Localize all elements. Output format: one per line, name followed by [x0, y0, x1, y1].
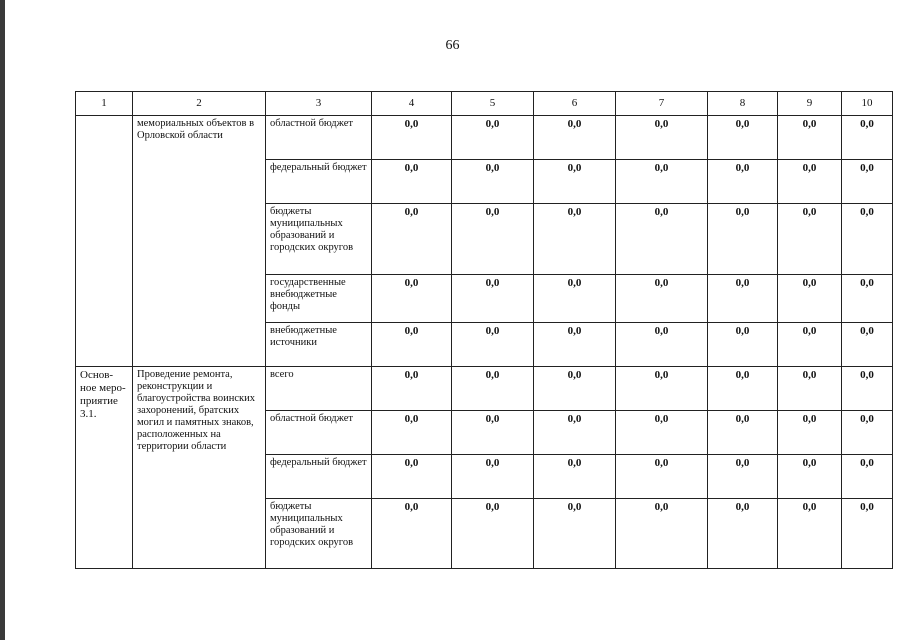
value-cell: 0,0: [534, 116, 616, 160]
value-cell: 0,0: [708, 455, 778, 499]
value-cell: 0,0: [842, 455, 893, 499]
value-cell: 0,0: [452, 204, 534, 275]
header-cell: 2: [133, 92, 266, 116]
value-cell: 0,0: [534, 367, 616, 411]
value-cell: 0,0: [616, 367, 708, 411]
value-cell: 0,0: [372, 116, 452, 160]
value-cell: 0,0: [616, 160, 708, 204]
header-cell: 9: [778, 92, 842, 116]
value-cell: 0,0: [778, 455, 842, 499]
value-cell: 0,0: [534, 323, 616, 367]
value-cell: 0,0: [372, 499, 452, 569]
value-cell: 0,0: [372, 323, 452, 367]
value-cell: 0,0: [778, 204, 842, 275]
header-cell: 8: [708, 92, 778, 116]
value-cell: 0,0: [616, 455, 708, 499]
value-cell: 0,0: [534, 275, 616, 323]
value-cell: 0,0: [708, 367, 778, 411]
value-cell: 0,0: [372, 455, 452, 499]
header-row: [76, 92, 893, 116]
activity-code-cell: [76, 116, 133, 367]
funding-source-cell: всего: [266, 367, 372, 411]
header-cell: 7: [616, 92, 708, 116]
header-cell: 5: [452, 92, 534, 116]
value-cell: 0,0: [452, 455, 534, 499]
value-cell: 0,0: [534, 455, 616, 499]
header-cell: 3: [266, 92, 372, 116]
activity-name-cell: мемориальных объектов в Орловской области: [133, 116, 266, 367]
value-cell: 0,0: [534, 160, 616, 204]
value-cell: 0,0: [842, 499, 893, 569]
value-cell: 0,0: [778, 323, 842, 367]
value-cell: 0,0: [452, 116, 534, 160]
value-cell: 0,0: [452, 323, 534, 367]
value-cell: 0,0: [708, 275, 778, 323]
value-cell: 0,0: [778, 116, 842, 160]
funding-source-cell: бюджеты муниципальных образований и городских округов: [266, 204, 372, 275]
value-cell: 0,0: [842, 204, 893, 275]
value-cell: 0,0: [372, 411, 452, 455]
funding-source-cell: федеральный бюджет: [266, 455, 372, 499]
value-cell: 0,0: [372, 367, 452, 411]
activity-name-cell: Проведение ремонта, реконструкции и благоустройства воинских захоронений, братских могил и памятных знаков, расположенных на территории области: [133, 367, 266, 569]
funding-source-cell: областной бюджет: [266, 116, 372, 160]
value-cell: 0,0: [708, 116, 778, 160]
value-cell: 0,0: [372, 204, 452, 275]
funding-source-cell: областной бюджет: [266, 411, 372, 455]
value-cell: 0,0: [778, 367, 842, 411]
value-cell: 0,0: [708, 411, 778, 455]
value-cell: 0,0: [372, 160, 452, 204]
page-edge-shadow: [0, 0, 5, 640]
activity-code-cell: Основ-ное меро-приятие 3.1.: [76, 367, 133, 569]
funding-source-cell: внебюджетные источники: [266, 323, 372, 367]
page-number: 66: [445, 38, 460, 53]
header-cell: 10: [842, 92, 893, 116]
value-cell: 0,0: [452, 275, 534, 323]
value-cell: 0,0: [708, 323, 778, 367]
budget-table: [75, 91, 893, 569]
table-row: [76, 367, 893, 411]
funding-source-cell: бюджеты муниципальных образований и городских округов: [266, 499, 372, 569]
value-cell: 0,0: [708, 204, 778, 275]
value-cell: 0,0: [778, 160, 842, 204]
value-cell: 0,0: [842, 323, 893, 367]
value-cell: 0,0: [842, 160, 893, 204]
value-cell: 0,0: [616, 411, 708, 455]
header-cell: 4: [372, 92, 452, 116]
value-cell: 0,0: [616, 204, 708, 275]
value-cell: 0,0: [708, 499, 778, 569]
value-cell: 0,0: [842, 275, 893, 323]
value-cell: 0,0: [452, 160, 534, 204]
value-cell: 0,0: [616, 323, 708, 367]
value-cell: 0,0: [778, 275, 842, 323]
value-cell: 0,0: [842, 116, 893, 160]
header-cell: 1: [76, 92, 133, 116]
funding-source-cell: государственные внебюджетные фонды: [266, 275, 372, 323]
value-cell: 0,0: [708, 160, 778, 204]
value-cell: 0,0: [616, 116, 708, 160]
value-cell: 0,0: [616, 499, 708, 569]
value-cell: 0,0: [372, 275, 452, 323]
value-cell: 0,0: [616, 275, 708, 323]
value-cell: 0,0: [778, 499, 842, 569]
value-cell: 0,0: [534, 411, 616, 455]
value-cell: 0,0: [534, 204, 616, 275]
value-cell: 0,0: [534, 499, 616, 569]
table-row: [76, 116, 893, 160]
header-cell: 6: [534, 92, 616, 116]
funding-source-cell: федеральный бюджет: [266, 160, 372, 204]
value-cell: 0,0: [452, 499, 534, 569]
value-cell: 0,0: [842, 367, 893, 411]
value-cell: 0,0: [452, 367, 534, 411]
value-cell: 0,0: [452, 411, 534, 455]
value-cell: 0,0: [842, 411, 893, 455]
value-cell: 0,0: [778, 411, 842, 455]
